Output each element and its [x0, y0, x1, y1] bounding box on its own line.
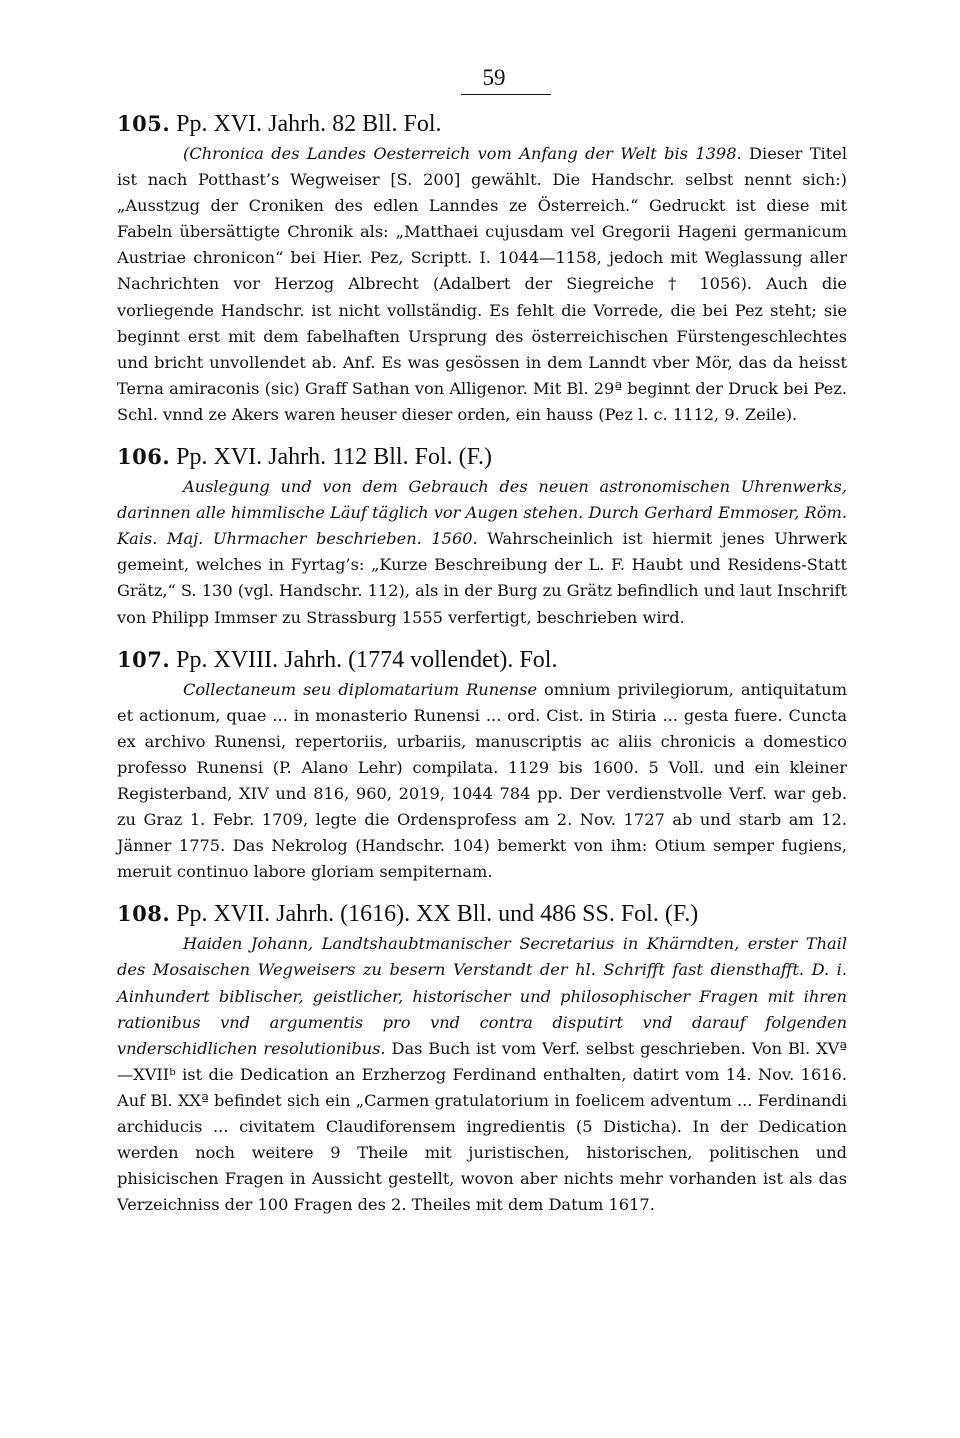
- entry-heading: [117, 645, 847, 675]
- entry-text: Wahrscheinlich ist hiermit jenes Uhrwerk gemeint, welches in Fyrtag’s: „Kurze Beschreibung der L. F. Haubt und Residens-Statt Grätz,“ S. 130 (vgl. Handschr. 112), als in der Burg zu Grätz befindlich und laut Inschrift von Philipp Immser zu Strassburg 1555 verfertigt, beschrieben wird.: [117, 529, 847, 627]
- entry-text: omnium privilegiorum, antiquitatum et actionum, quae ... in monasterio Runensi ... ord. Cist. in Stiria ... gesta fuere. Cuncta ex archivo Runensi, repertoriis, urbariis, manuscriptis ac aliis chronicis a domestico professo Runensi (P. Alano Lehr) compilata. 1129 bis 1600. 5 Voll. und ein kleiner Registerband, XIV und 816, 960, 2019, 1044 784 pp. Der verdienstvolle Verf. war geb. zu Graz 1. Febr. 1709, legte die Ordensprofess am 2. Nov. 1727 ab und starb am 12. Jänner 1775. Das Nekrolog (Handschr. 104) bemerkt von ihm: Otium semper fugiens, meruit continuo labore gloriam sempiternam.: [117, 679, 848, 882]
- entry-title: Haiden Johann, Landtshaubtmanischer Secretarius in Khärndten, erster Thail des Mosaischen Wegweisers zu besern Verstandt der hl. Schrifft fast diensthafft. D. i. Ainhundert biblischer, geistlicher, historischer und philosophischer Fragen mit ihren rationibus vnd argumentis pro vnd contra disputirt vnd darauf folgenden vnderschidlichen resolutionibus.: [117, 934, 847, 1058]
- entry-text: Das Buch ist vom Verf. selbst geschrieben. Von Bl. XVª—XVIIᵇ ist die Dedication an Erzherzog Ferdinand enthalten, datirt vom 14. Nov. 1616. Auf Bl. XXª befindet sich ein „Carmen gratulatorium in foelicem adventum ... Ferdinandi archiducis ... civitatem Claudiforensem ingredientis (5 Disticha). In der Dedication werden noch weitere 9 Theile mit juristischen, historischen, politischen und phisicischen Fragen in Aussicht gestellt, wovon aber nichts mehr vorhanden ist als das Verzeichniss der 100 Fragen des 2. Theiles mit dem Datum 1617.: [117, 1038, 847, 1215]
- entry-number: 107.: [117, 646, 171, 672]
- document-page: [117, 64, 847, 1218]
- entry-body: [117, 141, 847, 428]
- page-number-rule: [461, 94, 551, 95]
- entry-description: Pp. XVII. Jahrh. (1616). XX Bll. und 486 SS. Fol. (F.): [176, 901, 699, 928]
- entry-number: 108.: [117, 901, 171, 927]
- entry-body: [117, 474, 847, 631]
- entry-105: [117, 109, 847, 428]
- entry-description: Pp. XVIII. Jahrh. (1774 vollendet). Fol.: [176, 646, 558, 673]
- entry-description: Pp. XVI. Jahrh. 112 Bll. Fol. (F.): [176, 444, 493, 471]
- page-number: [117, 64, 847, 95]
- entry-heading: [117, 109, 847, 139]
- entry-106: [117, 442, 847, 631]
- entry-title: Auslegung und von dem Gebrauch des neuen astronomischen Uhrenwerks, darinnen alle himmlische Läuf täglich vor Augen stehen. Durch Gerhard Emmoser, Röm. Kais. Maj. Uhrmacher beschrieben. 1560.: [117, 477, 847, 549]
- entry-number: 105.: [117, 111, 171, 136]
- entry-description: Pp. XVI. Jahrh. 82 Bll. Fol.: [176, 111, 442, 137]
- entry-heading: [117, 899, 847, 929]
- entry-body: [117, 677, 847, 886]
- entry-body: [117, 931, 847, 1218]
- entry-text: Dieser Titel ist nach Potthast’s Wegweiser [S. 200] gewählt. Die Handschr. selbst nennt sich:) „Ausstzug der Croniken des edlen Lanndes ze Österreich.“ Gedruckt ist diese mit Fabeln übersättigte Chronik als: „Matthaei cujusdam vel Gregorii Hageni germanicum Austriae chronicon“ bei Hier. Pez, Scriptt. I. 1044—1158, jedoch mit Weglassung aller Nachrichten vor Herzog Albrecht (Adalbert der Siegreiche † 1056). Auch die vorliegende Handschr. ist nicht vollständig. Es fehlt die Vorrede, die bei Pez steht; sie beginnt erst mit dem fabelhaften Ursprung des österreichischen Fürstengeschlechtes und bricht unvollendet ab. Anf. Es was gesössen in dem Lanndt vber Mör, das da heisst Terna amiraconis (sic) Graff Sathan von Alligenor. Mit Bl. 29ª beginnt der Druck bei Pez. Schl. vnnd ze Akers waren heuser dieser orden, ein hauss (Pez l. c. 1112, 9. Zeile).: [117, 144, 848, 424]
- entry-heading: [117, 442, 847, 472]
- entry-title: (Chronica des Landes Oesterreich vom Anfang der Welt bis 1398.: [183, 144, 742, 163]
- entry-number: 106.: [117, 444, 171, 470]
- entry-107: [117, 645, 847, 886]
- entry-108: [117, 899, 847, 1218]
- page-number-text: 59: [482, 65, 506, 90]
- entry-title: Collectaneum seu diplomatarium Runense: [183, 679, 538, 699]
